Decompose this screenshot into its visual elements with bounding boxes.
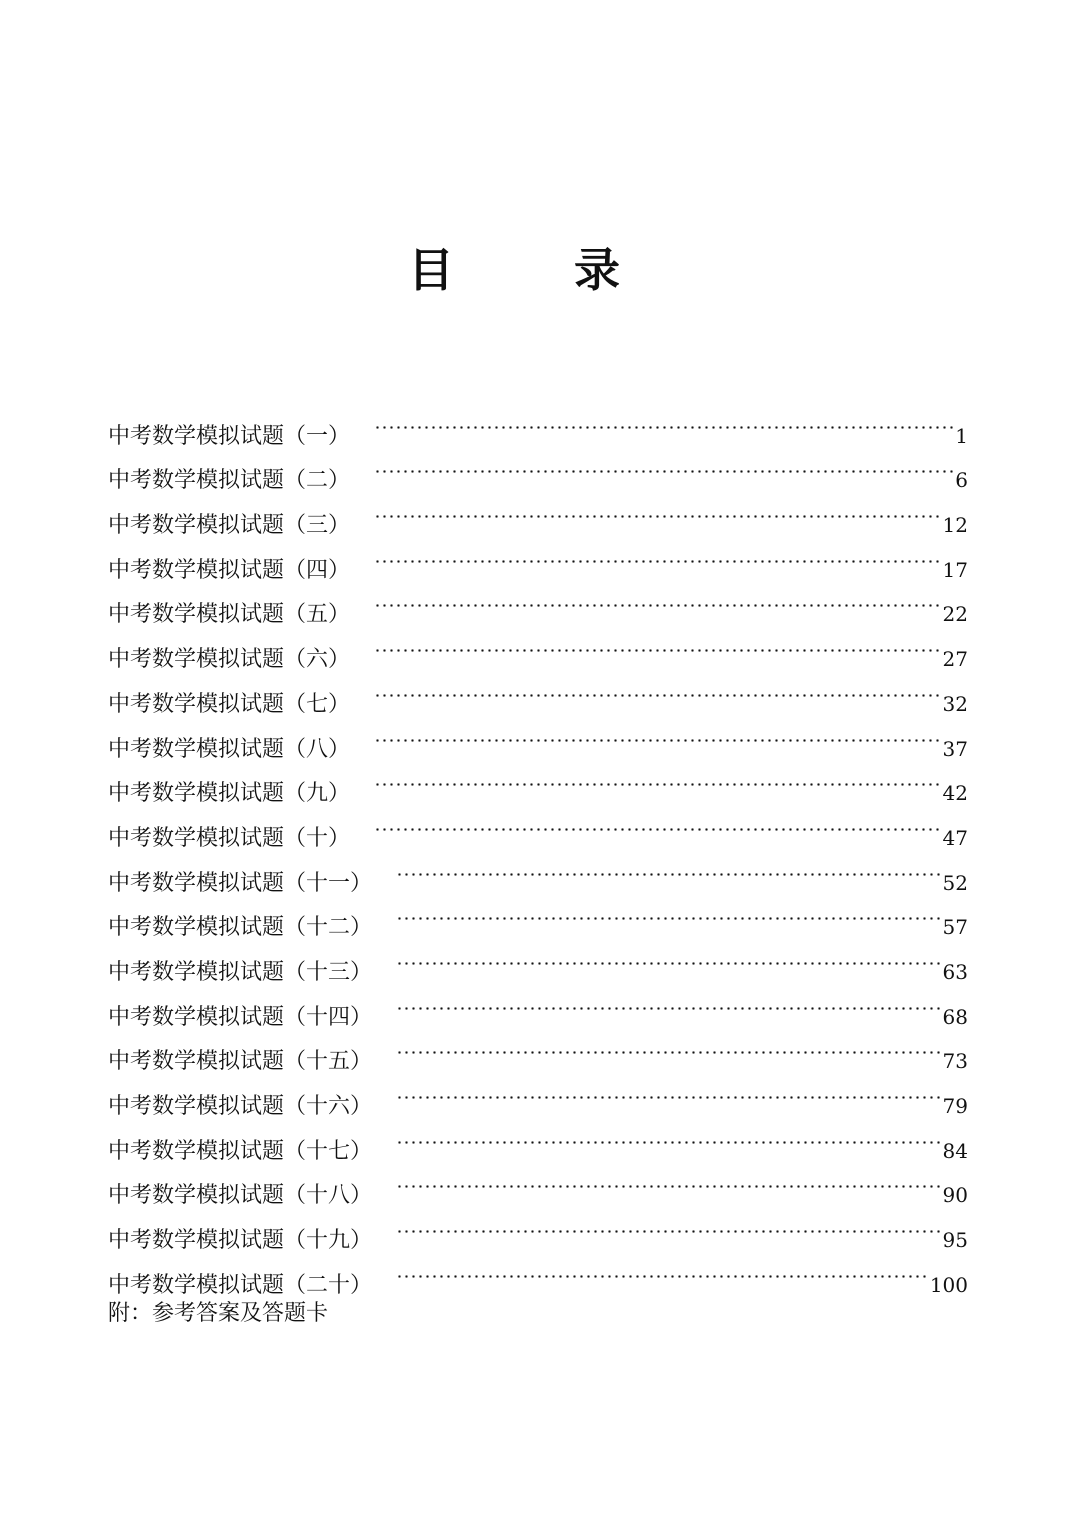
toc-entry-page: 100 xyxy=(929,1272,968,1297)
toc-entry-page: 95 xyxy=(942,1228,968,1253)
toc-entry-page: 37 xyxy=(942,736,968,761)
dot-leader xyxy=(374,443,953,488)
toc-entry-page: 57 xyxy=(942,915,968,940)
dot-leader xyxy=(374,577,941,622)
toc-entry-label: 中考数学模拟试题（一） xyxy=(108,423,351,449)
appendix-note: 附：参考答案及答题卡 xyxy=(108,1300,329,1326)
dot-leader xyxy=(374,666,941,711)
toc-entry-page: 42 xyxy=(942,781,968,806)
toc-entry-label: 中考数学模拟试题（十三） xyxy=(108,959,373,985)
dot-leader xyxy=(374,487,941,532)
toc-entry-label: 中考数学模拟试题（十二） xyxy=(108,915,373,941)
toc-entry-label: 中考数学模拟试题（十五） xyxy=(108,1049,373,1075)
dot-leader xyxy=(374,621,941,666)
toc-entry-label: 中考数学模拟试题（六） xyxy=(108,647,351,673)
dot-leader xyxy=(374,800,941,845)
dot-leader xyxy=(396,1202,941,1247)
toc-entry-label: 中考数学模拟试题（十九） xyxy=(108,1228,373,1254)
toc-entry-page: 63 xyxy=(942,959,968,984)
toc-entry-label: 中考数学模拟试题（七） xyxy=(108,691,351,717)
toc-entry-label: 中考数学模拟试题（十八） xyxy=(108,1183,373,1209)
dot-leader xyxy=(396,934,941,979)
toc-entry-page: 12 xyxy=(942,513,968,538)
toc-entry-label: 中考数学模拟试题（十六） xyxy=(108,1094,373,1119)
toc-entry[interactable] xyxy=(108,398,968,449)
dot-leader xyxy=(396,1247,928,1292)
toc-entry-page: 84 xyxy=(942,1138,968,1163)
toc-entry-label: 中考数学模拟试题（四） xyxy=(108,557,351,583)
dot-leader xyxy=(374,711,941,756)
dot-leader xyxy=(396,845,941,890)
dot-leader xyxy=(374,756,941,801)
toc-list xyxy=(108,398,968,1336)
toc-entry-page: 47 xyxy=(942,825,968,850)
toc-entry-page: 17 xyxy=(942,557,968,582)
toc-entry-page: 90 xyxy=(942,1183,968,1208)
dot-leader xyxy=(396,1113,941,1158)
dot-leader xyxy=(374,398,953,443)
toc-entry-page: 1 xyxy=(955,423,968,448)
toc-entry-page: 73 xyxy=(942,1049,968,1074)
page-title: 目 录 xyxy=(407,243,672,297)
toc-entry-label: 中考数学模拟试题（二十） xyxy=(108,1272,373,1298)
toc-entry-page: 68 xyxy=(942,1004,968,1029)
dot-leader xyxy=(396,1158,941,1203)
dot-leader xyxy=(396,890,941,935)
toc-entry-label: 中考数学模拟试题（十） xyxy=(108,825,351,851)
toc-entry-label: 中考数学模拟试题（十七） xyxy=(108,1138,373,1164)
toc-entry-page: 27 xyxy=(942,647,968,672)
toc-entry-page: 79 xyxy=(942,1094,968,1118)
toc-entry-label: 中考数学模拟试题（八） xyxy=(108,736,351,762)
toc-entry-label: 中考数学模拟试题（三） xyxy=(108,513,351,539)
dot-leader xyxy=(396,979,941,1024)
toc-entry-page: 22 xyxy=(942,602,968,627)
toc-entry-label: 中考数学模拟试题（五） xyxy=(108,602,351,628)
toc-entry-label: 中考数学模拟试题（十四） xyxy=(108,1004,373,1030)
dot-leader xyxy=(396,1068,941,1113)
toc-entry-page: 6 xyxy=(955,468,968,493)
toc-entry-page: 32 xyxy=(942,691,968,716)
toc-entry-label: 中考数学模拟试题（九） xyxy=(108,781,351,807)
toc-entry-label: 中考数学模拟试题（十一） xyxy=(108,870,373,896)
dot-leader xyxy=(396,1024,941,1069)
toc-entry-page: 52 xyxy=(942,870,968,895)
toc-entry-label: 中考数学模拟试题（二） xyxy=(108,468,351,494)
dot-leader xyxy=(374,532,941,577)
